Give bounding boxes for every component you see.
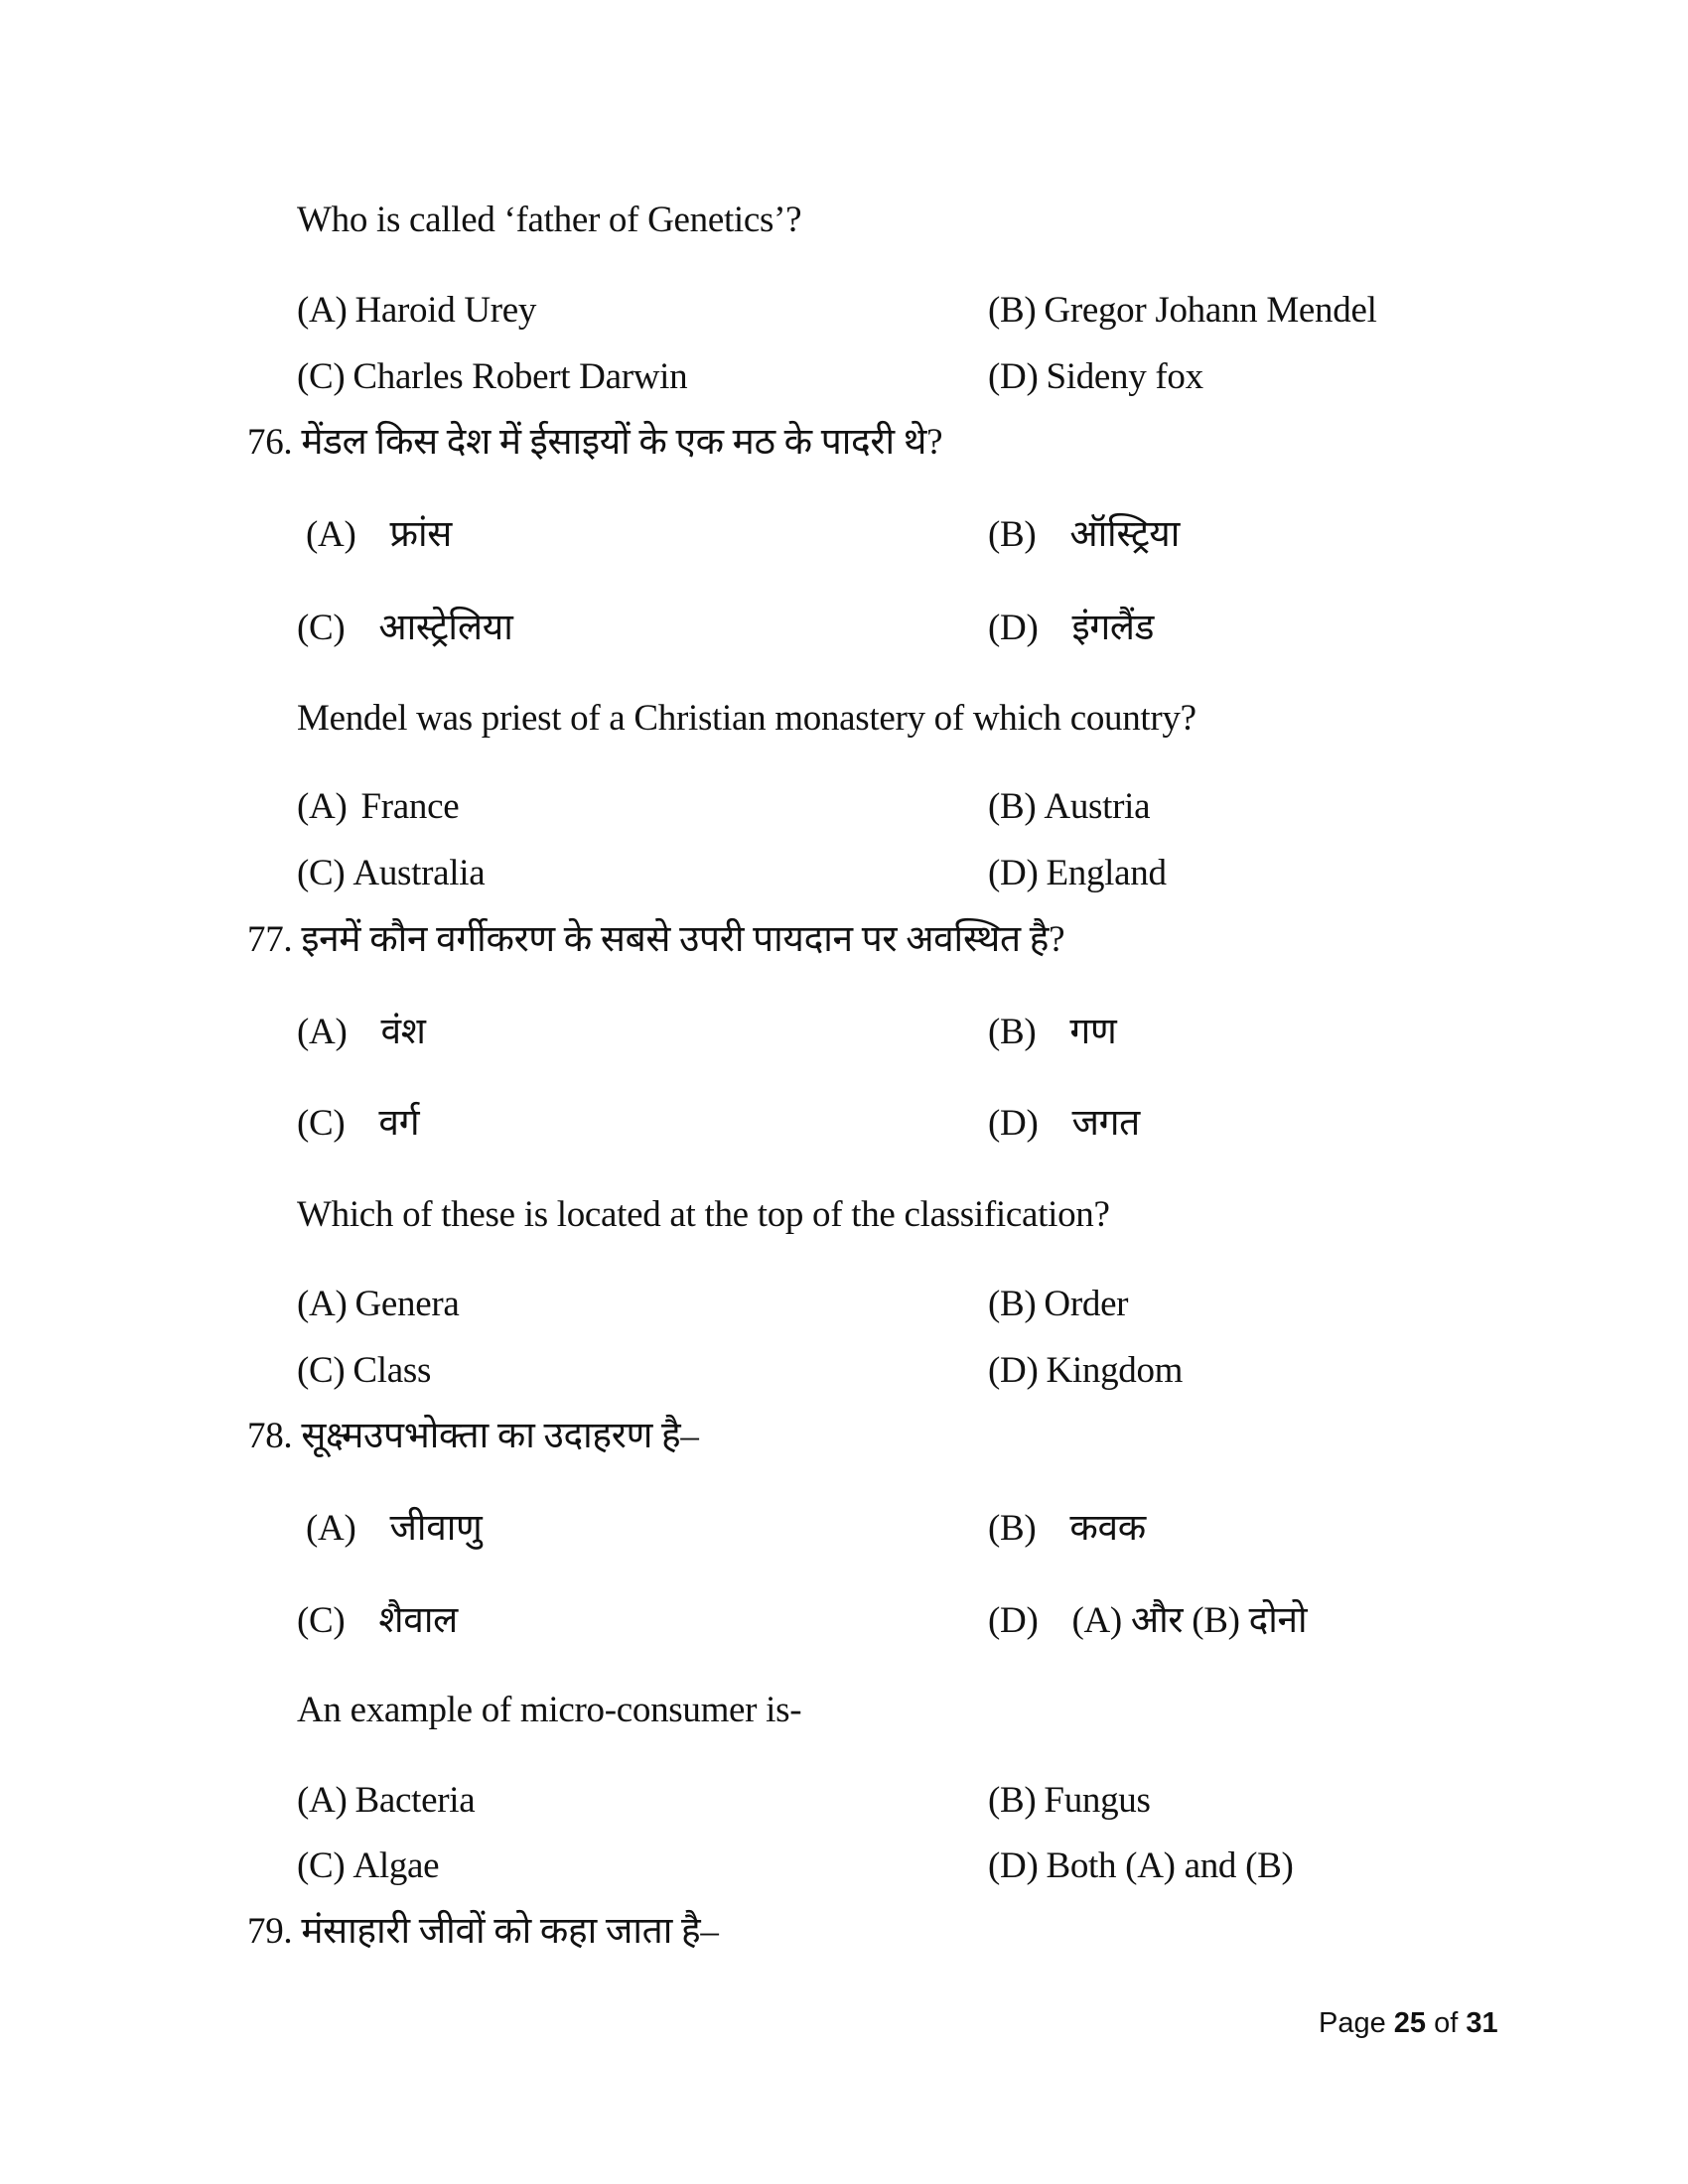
option-letter: (A) [306, 514, 356, 555]
option-d [988, 1352, 1183, 1389]
question-text-en: Which of these is located at the top of the classification? [297, 1194, 1110, 1235]
option-letter: (D) [988, 1845, 1039, 1886]
option-a [297, 1014, 426, 1050]
option-c [297, 358, 687, 395]
option-text: Order [1044, 1284, 1129, 1324]
question-number: 78. [247, 1416, 293, 1456]
option-letter: (B) [988, 1508, 1037, 1549]
option-letter: (B) [988, 1780, 1037, 1821]
option-a [297, 1286, 459, 1322]
option-d [988, 1602, 1307, 1639]
option-c [297, 855, 485, 891]
option-c [297, 1847, 439, 1884]
option-text: ऑस्ट्रिया [1069, 514, 1181, 555]
option-d [988, 1105, 1140, 1142]
page-of-label: of [1426, 2007, 1467, 2039]
option-text: Genera [354, 1284, 460, 1324]
question-text-en: Mendel was priest of a Christian monastery of which country? [297, 698, 1196, 739]
question-text-en: An example of micro-consumer is- [297, 1690, 802, 1730]
option-c [297, 610, 513, 646]
option-letter: (C) [297, 608, 346, 648]
option-letter: (B) [988, 1284, 1037, 1324]
option-text: England [1046, 853, 1167, 893]
question-77-hi [247, 921, 1064, 958]
question-text-hi: मेंडल किस देश में ईसाइयों के एक मठ के पादरी थे? [301, 422, 943, 463]
option-text: गण [1069, 1012, 1117, 1052]
option-letter: (A) [297, 1012, 348, 1052]
option-a [306, 516, 452, 553]
question-76-hi [247, 424, 942, 461]
option-text: वर्ग [378, 1103, 420, 1144]
option-b [988, 1286, 1128, 1322]
option-b [988, 292, 1377, 329]
option-letter: (B) [988, 514, 1037, 555]
option-letter: (D) [988, 608, 1039, 648]
option-text: Haroid Urey [354, 290, 537, 331]
question-text-hi: इनमें कौन वर्गीकरण के सबसे उपरी पायदान पर अवस्थित है? [301, 919, 1065, 960]
question-text-hi: सूक्ष्मउपभोक्ता का उदाहरण है– [301, 1416, 699, 1456]
option-text: इंगलैंड [1071, 608, 1155, 648]
option-letter: (D) [988, 1350, 1039, 1391]
question-79-hi [247, 1913, 719, 1950]
option-b [988, 516, 1180, 553]
option-d [988, 1847, 1293, 1884]
option-c [297, 1602, 458, 1639]
option-letter: (B) [988, 1012, 1037, 1052]
option-text: कवक [1069, 1508, 1146, 1549]
option-text: Class [352, 1350, 432, 1391]
question-number: 79. [247, 1911, 293, 1952]
option-letter: (C) [297, 1600, 346, 1641]
option-text: Both (A) and (B) [1046, 1845, 1294, 1886]
question-text-en: Who is called ‘father of Genetics’? [297, 200, 802, 240]
option-letter: (B) [988, 290, 1037, 331]
option-d [988, 610, 1154, 646]
option-b [988, 1782, 1151, 1819]
option-text: (A) और (B) दोनो [1071, 1600, 1308, 1641]
option-d [988, 358, 1203, 395]
option-letter: (D) [988, 853, 1039, 893]
option-text: Gregor Johann Mendel [1044, 290, 1377, 331]
option-text: फ्रांस [389, 514, 452, 555]
option-letter: (C) [297, 1103, 346, 1144]
page-prefix: Page [1319, 2007, 1394, 2039]
option-letter: (A) [306, 1508, 356, 1549]
option-letter: (A) [297, 1284, 348, 1324]
option-letter: (B) [988, 786, 1037, 827]
option-letter: (A) [297, 1780, 348, 1821]
page-number-footer [1319, 2007, 1498, 2040]
option-text: शैवाल [378, 1600, 458, 1641]
option-c [297, 1352, 431, 1389]
question-78-hi [247, 1418, 699, 1454]
option-text: Algae [352, 1845, 440, 1886]
option-text: Bacteria [354, 1780, 476, 1821]
option-letter: (A) [297, 290, 348, 331]
option-a [297, 1782, 475, 1819]
option-text: वंश [380, 1012, 426, 1052]
option-d [988, 855, 1167, 891]
option-text: Sideny fox [1046, 356, 1203, 397]
option-letter: (C) [297, 1350, 346, 1391]
option-a [306, 1510, 483, 1547]
option-letter: (D) [988, 1103, 1039, 1144]
option-text: Kingdom [1046, 1350, 1184, 1391]
option-text: Australia [352, 853, 486, 893]
option-letter: (D) [988, 1600, 1039, 1641]
option-letter: (C) [297, 356, 346, 397]
option-text: जगत [1071, 1103, 1140, 1144]
option-letter: (D) [988, 356, 1039, 397]
current-page: 25 [1393, 2007, 1427, 2039]
option-b [988, 1014, 1116, 1050]
option-text: आस्ट्रेलिया [378, 608, 513, 648]
option-text: जीवाणु [389, 1508, 483, 1549]
option-b [988, 1510, 1146, 1547]
option-text: France [360, 786, 460, 827]
option-b [988, 788, 1150, 825]
option-letter: (C) [297, 853, 346, 893]
total-pages: 31 [1466, 2007, 1498, 2039]
question-text-hi: मंसाहारी जीवों को कहा जाता है– [301, 1911, 719, 1952]
option-letter: (C) [297, 1845, 346, 1886]
option-a [297, 292, 536, 329]
option-text: Fungus [1044, 1780, 1151, 1821]
option-text: Charles Robert Darwin [352, 356, 688, 397]
option-text: Austria [1044, 786, 1151, 827]
question-number: 77. [247, 919, 293, 960]
option-letter: (A) [297, 786, 348, 827]
option-c [297, 1105, 419, 1142]
option-a [297, 788, 459, 825]
question-number: 76. [247, 422, 293, 463]
